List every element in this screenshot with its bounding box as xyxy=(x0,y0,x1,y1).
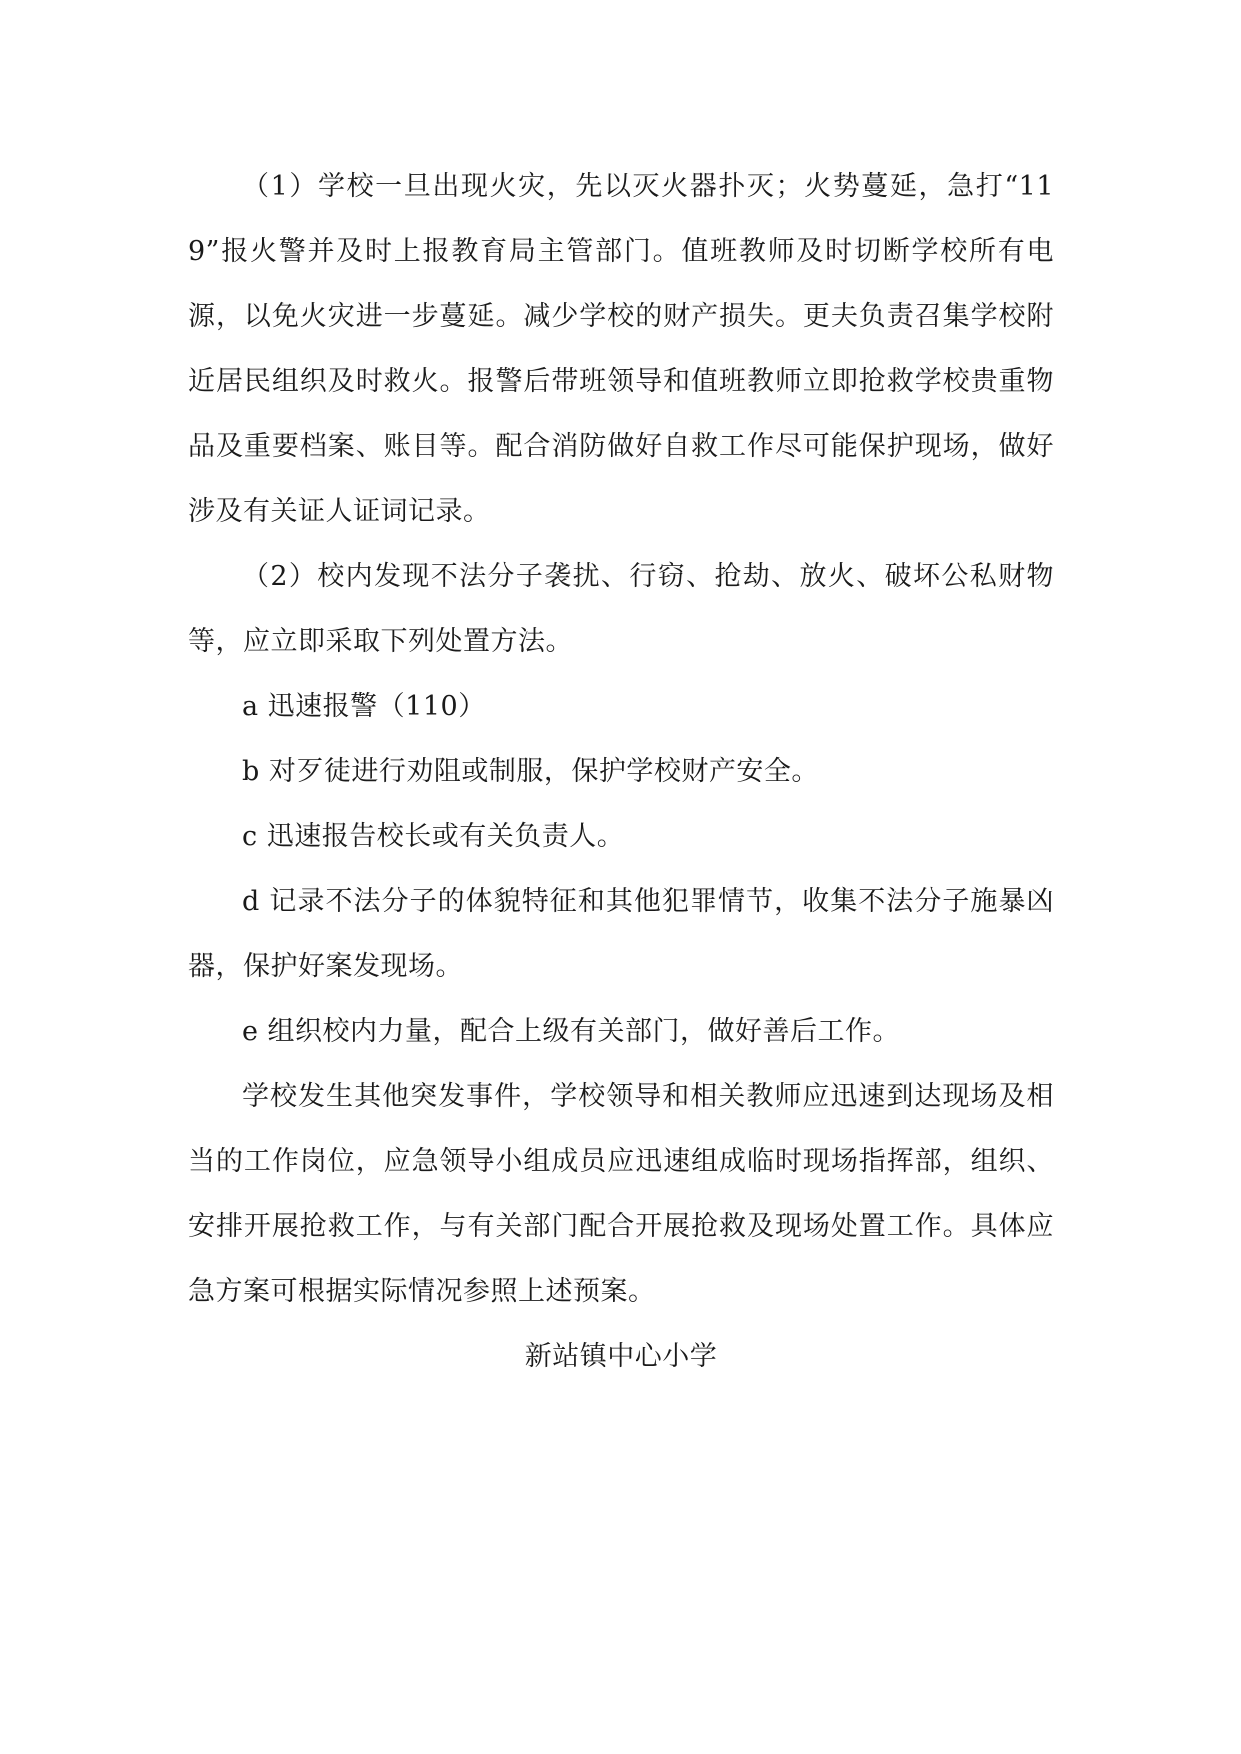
list-item-a: a 迅速报警（110） xyxy=(242,691,486,722)
signature-school-name: 新站镇中心小学 xyxy=(524,1341,718,1372)
document-body xyxy=(188,154,1054,1389)
list-item-b: b 对歹徒进行劝阻或制服，保护学校财产安全。 xyxy=(242,756,819,787)
paragraph-other-emergencies: 学校发生其他突发事件，学校领导和相关教师应迅速到达现场及相当的工作岗位，应急领导小组成员应迅速组成临时现场指挥部，组织、安排开展抢救工作，与有关部门配合开展抢救及现场处置工作。具体应急方案可根据实际情况参照上述预案。 xyxy=(188,1081,1054,1307)
paragraph-fire-response: （1）学校一旦出现火灾，先以灭火器扑灭；火势蔓延，急打“119”报火警并及时上报教育局主管部门。值班教师及时切断学校所有电源，以免火灾进一步蔓延。减少学校的财产损失。更夫负责召集学校附近居民组织及时救火。报警后带班领导和值班教师立即抢救学校贵重物品及重要档案、账目等。配合消防做好自救工作尽可能保护现场，做好涉及有关证人证词记录。 xyxy=(188,171,1054,527)
paragraph-intruder-response: （2）校内发现不法分子袭扰、行窃、抢劫、放火、破坏公私财物等，应立即采取下列处置方法。 xyxy=(188,561,1054,657)
list-item-d: d 记录不法分子的体貌特征和其他犯罪情节，收集不法分子施暴凶器，保护好案发现场。 xyxy=(188,886,1054,982)
list-item-c: c 迅速报告校长或有关负责人。 xyxy=(242,821,625,852)
list-item-e: e 组织校内力量，配合上级有关部门，做好善后工作。 xyxy=(242,1016,901,1047)
